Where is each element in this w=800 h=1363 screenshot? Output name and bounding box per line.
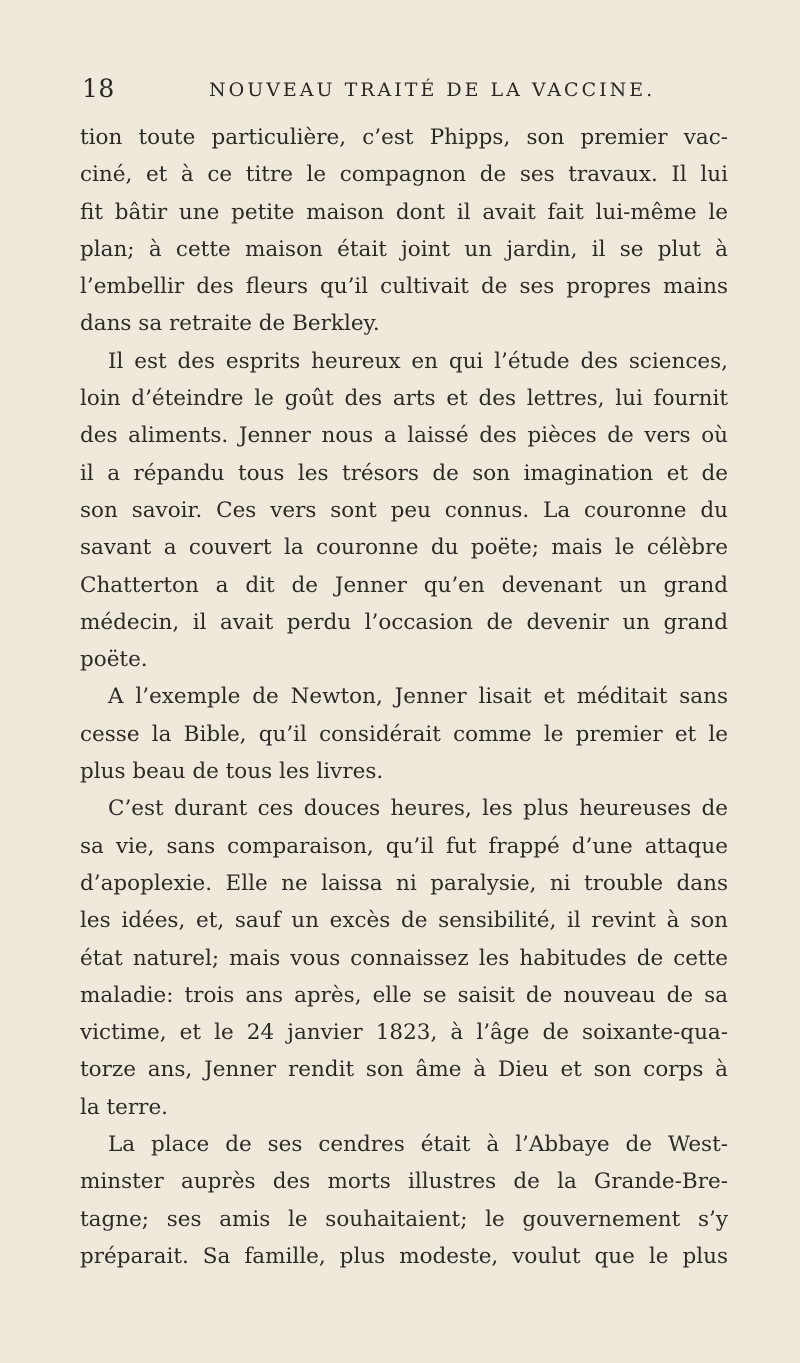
body-text: [80, 119, 728, 1275]
text-line: ciné, et à ce titre le compagnon de ses travaux. Il lui: [80, 162, 728, 188]
text-line: il a répandu tous les trésors de son imagination et de: [80, 460, 728, 486]
text-line: poëte.: [80, 647, 148, 673]
text-line: tagne; ses amis le souhaitaient; le gouvernement s’y: [80, 1206, 728, 1232]
text-line: victime, et le 24 janvier 1823, à l’âge de soixante-qua-: [80, 1020, 728, 1046]
text-line: médecin, il avait perdu l’occasion de devenir un grand: [80, 609, 728, 635]
text-line: La place de ses cendres était à l’Abbaye de West-: [108, 1132, 728, 1158]
text-line: des aliments. Jenner nous a laissé des pièces de vers où: [80, 423, 728, 449]
text-line: fit bâtir une petite maison dont il avait fait lui-même le: [80, 199, 728, 225]
text-line: l’embellir des fleurs qu’il cultivait de ses propres mains: [80, 274, 728, 300]
page-number: 18: [82, 74, 115, 103]
text-line: A l’exemple de Newton, Jenner lisait et méditait sans: [108, 684, 728, 710]
text-line: son savoir. Ces vers sont peu connus. La couronne du: [80, 497, 728, 523]
running-title: NOUVEAU TRAITÉ DE LA VACCINE.: [209, 79, 656, 101]
page-header: [76, 72, 724, 108]
text-line: loin d’éteindre le goût des arts et des lettres, lui fournit: [80, 386, 728, 412]
text-line: état naturel; mais vous connaissez les habitudes de cette: [80, 945, 728, 971]
text-line: minster auprès des morts illustres de la Grande-Bre-: [80, 1169, 728, 1195]
text-line: les idées, et, sauf un excès de sensibilité, il revint à son: [80, 908, 728, 934]
text-line: tion toute particulière, c’est Phipps, son premier vac-: [80, 125, 728, 150]
text-line: plus beau de tous les livres.: [80, 759, 384, 785]
text-line: préparait. Sa famille, plus modeste, voulut que le plus: [80, 1243, 728, 1269]
text-line: Chatterton a dit de Jenner qu’en devenant un grand: [80, 572, 728, 598]
text-line: maladie: trois ans après, elle se saisit de nouveau de sa: [80, 982, 728, 1008]
text-line: la terre.: [80, 1094, 169, 1120]
text-line: sa vie, sans comparaison, qu’il fut frappé d’une attaque: [80, 833, 728, 859]
text-line: cesse la Bible, qu’il considérait comme le premier et le: [80, 721, 728, 747]
text-line: plan; à cette maison était joint un jardin, il se plut à: [80, 236, 728, 262]
text-line: torze ans, Jenner rendit son âme à Dieu et son corps à: [80, 1057, 728, 1083]
text-line: C’est durant ces douces heures, les plus heureuses de: [108, 796, 728, 822]
text-line: d’apoplexie. Elle ne laissa ni paralysie, ni trouble dans: [80, 870, 728, 896]
text-line: Il est des esprits heureux en qui l’étude des sciences,: [108, 348, 728, 374]
text-line: dans sa retraite de Berkley.: [80, 311, 380, 337]
text-line: savant a couvert la couronne du poëte; mais le célèbre: [80, 535, 728, 561]
